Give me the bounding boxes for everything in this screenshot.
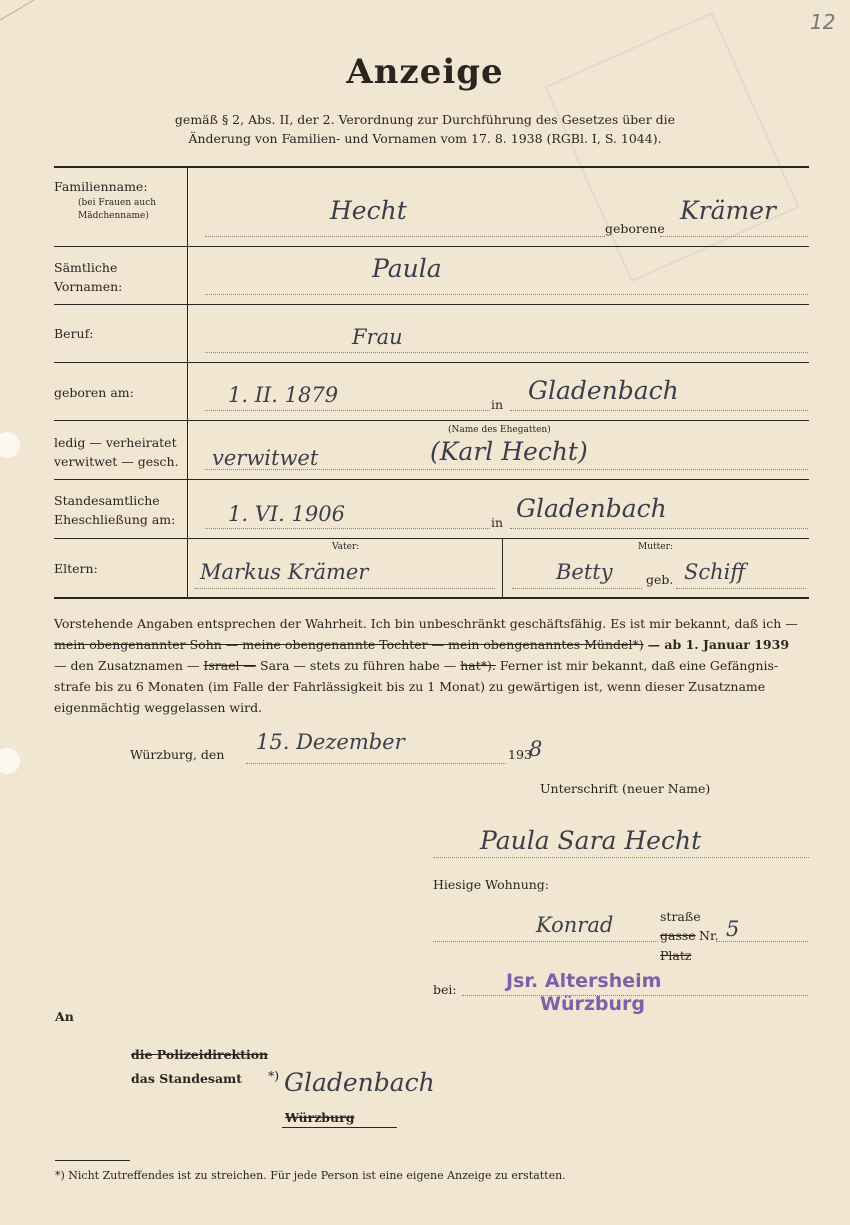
eheschliessung-label-2: Eheschließung am: [54,512,176,527]
row-rule [54,246,809,247]
eheschliessung-in-label: in [491,515,504,530]
table-top-rule [54,166,809,168]
recipient-an: An [55,1009,74,1024]
familienname-sublabel-1: (bei Frauen auch [78,198,157,208]
dotted-line [246,763,506,764]
beruf-label: Beruf: [54,326,94,341]
dotted-line [433,941,658,942]
recipient-rule [282,1127,397,1128]
gasse-label: gasse [660,928,696,943]
declaration-line-5: eigenmächtig weggelassen wird. [54,700,263,715]
year-written: 8 [529,737,543,761]
dotted-line [510,410,808,411]
nr-value: 5 [726,917,740,941]
eheschliessung-label-1: Standesamtliche [54,493,160,508]
stamp-line-2: Würzburg [540,993,646,1015]
signature-label: Unterschrift (neuer Name) [540,781,711,796]
dotted-line [433,857,809,858]
place-date-value: 15. Dezember [256,730,405,754]
punch-hole-bottom [0,748,20,774]
mutter-value: Betty [556,560,613,584]
declaration-struck-hat: hat*). [460,658,496,673]
strasse-label: straße [660,909,701,924]
familienname-label: Familienname: [54,179,148,194]
row-rule [54,538,809,539]
dotted-line [205,528,490,529]
declaration-struck-israel: Israel — [203,658,257,673]
declaration-date-clause: — ab 1. Januar 1939 [647,637,790,652]
beruf-value: Frau [352,325,403,349]
dotted-line [716,941,808,942]
declaration-line-1: Vorstehende Angaben entsprechen der Wahrheit. Ich bin unbeschränkt geschäftsfähig. Es ist mir bekannt, daß ich — [54,616,798,631]
bei-label: bei: [433,982,457,997]
declaration-text: Sara — stets zu führen habe — [260,658,457,673]
vornamen-label-1: Sämtliche [54,260,118,275]
dotted-line [512,588,642,589]
declaration-paragraph [54,613,814,718]
recipient-polizei: die Polizeidirektion [131,1047,269,1062]
geborene-label: geborene [605,221,665,236]
ehegatte-value: (Karl Hecht) [430,437,588,466]
geborene-value: Krämer [680,196,776,225]
recipient-wuerzburg: Würzburg [285,1110,355,1125]
fold-line [0,0,40,20]
mutter-label: Mutter: [638,542,673,552]
wohnung-label: Hiesige Wohnung: [433,877,550,892]
eheschliessung-place: Gladenbach [516,494,667,523]
declaration-struck-options: mein obengenannter Sohn — meine obengenannte Tochter — mein obengenanntes Mündel*) [54,637,644,652]
dotted-line [205,352,808,353]
year-printed: 193 [508,747,532,762]
vornamen-label-2: Vornamen: [54,279,123,294]
familienname-sublabel-2: Mädchenname) [78,211,149,221]
footnote: *) Nicht Zutreffendes ist zu streichen. Für jede Person ist eine eigene Anzeige zu erstatten. [55,1169,566,1182]
subtitle-line-2: Änderung von Familien- und Vornamen vom 17. 8. 1938 (RGBl. I, S. 1044). [188,131,662,146]
place-date-prefix: Würzburg, den [130,747,225,762]
geboren-label: geboren am: [54,385,134,400]
signature-value: Paula Sara Hecht [480,826,702,855]
recipient-asterisk: *) [268,1068,280,1083]
recipient-place: Gladenbach [284,1068,435,1097]
declaration-line-2 [54,634,814,655]
geboren-in-label: in [491,397,504,412]
mutter-geb-value: Schiff [684,560,746,584]
familienstand-label-1: ledig — verheiratet [54,435,177,450]
footnote-rule [55,1160,130,1161]
row-rule [54,362,809,363]
familienname-value: Hecht [330,196,407,225]
page-number: 12 [810,10,836,34]
eheschliessung-date: 1. VI. 1906 [228,502,345,526]
nr-label: Nr. [699,928,719,943]
page-title: Anzeige [346,52,504,92]
geboren-place: Gladenbach [528,376,679,405]
row-rule [54,479,809,480]
label-column-rule [187,167,188,597]
declaration-text: — den Zusatznamen — [54,658,200,673]
vornamen-value: Paula [372,254,442,283]
declaration-text: Ferner ist mir bekannt, daß eine Gefängnis- [499,658,779,673]
stamp-line-1: Jsr. Altersheim [506,970,662,992]
dotted-line [660,236,808,237]
dotted-line [205,236,605,237]
punch-hole-top [0,432,20,458]
subtitle-line-1: gemäß § 2, Abs. II, der 2. Verordnung zur Durchführung des Gesetzes über die [174,112,676,127]
vater-label: Vater: [332,542,360,552]
parents-divider [502,538,503,597]
table-bottom-rule [54,597,809,599]
geboren-date: 1. II. 1879 [228,383,339,407]
familienstand-label-2: verwitwet — gesch. [54,454,179,469]
ehegatte-label: (Name des Ehegatten) [448,425,551,435]
recipient-standesamt: das Standesamt [131,1071,243,1086]
row-rule [54,304,809,305]
dotted-line [205,294,808,295]
platz-label: Platz [660,948,692,963]
vater-value: Markus Krämer [200,560,369,584]
declaration-line-4: strafe bis zu 6 Monaten (im Falle der Fahrlässigkeit bis zu 1 Monat) zu gewärtigen ist, wenn dieser Zusatzname [54,679,766,694]
wohnung-street: Konrad [536,913,614,937]
mutter-geb-label: geb. [646,572,674,587]
dotted-line [205,410,490,411]
dotted-line [195,588,495,589]
familienstand-value: verwitwet [212,446,319,470]
eltern-label: Eltern: [54,561,98,576]
dotted-line [510,528,808,529]
row-rule [54,420,809,421]
declaration-line-3 [54,655,814,676]
dotted-line [676,588,806,589]
